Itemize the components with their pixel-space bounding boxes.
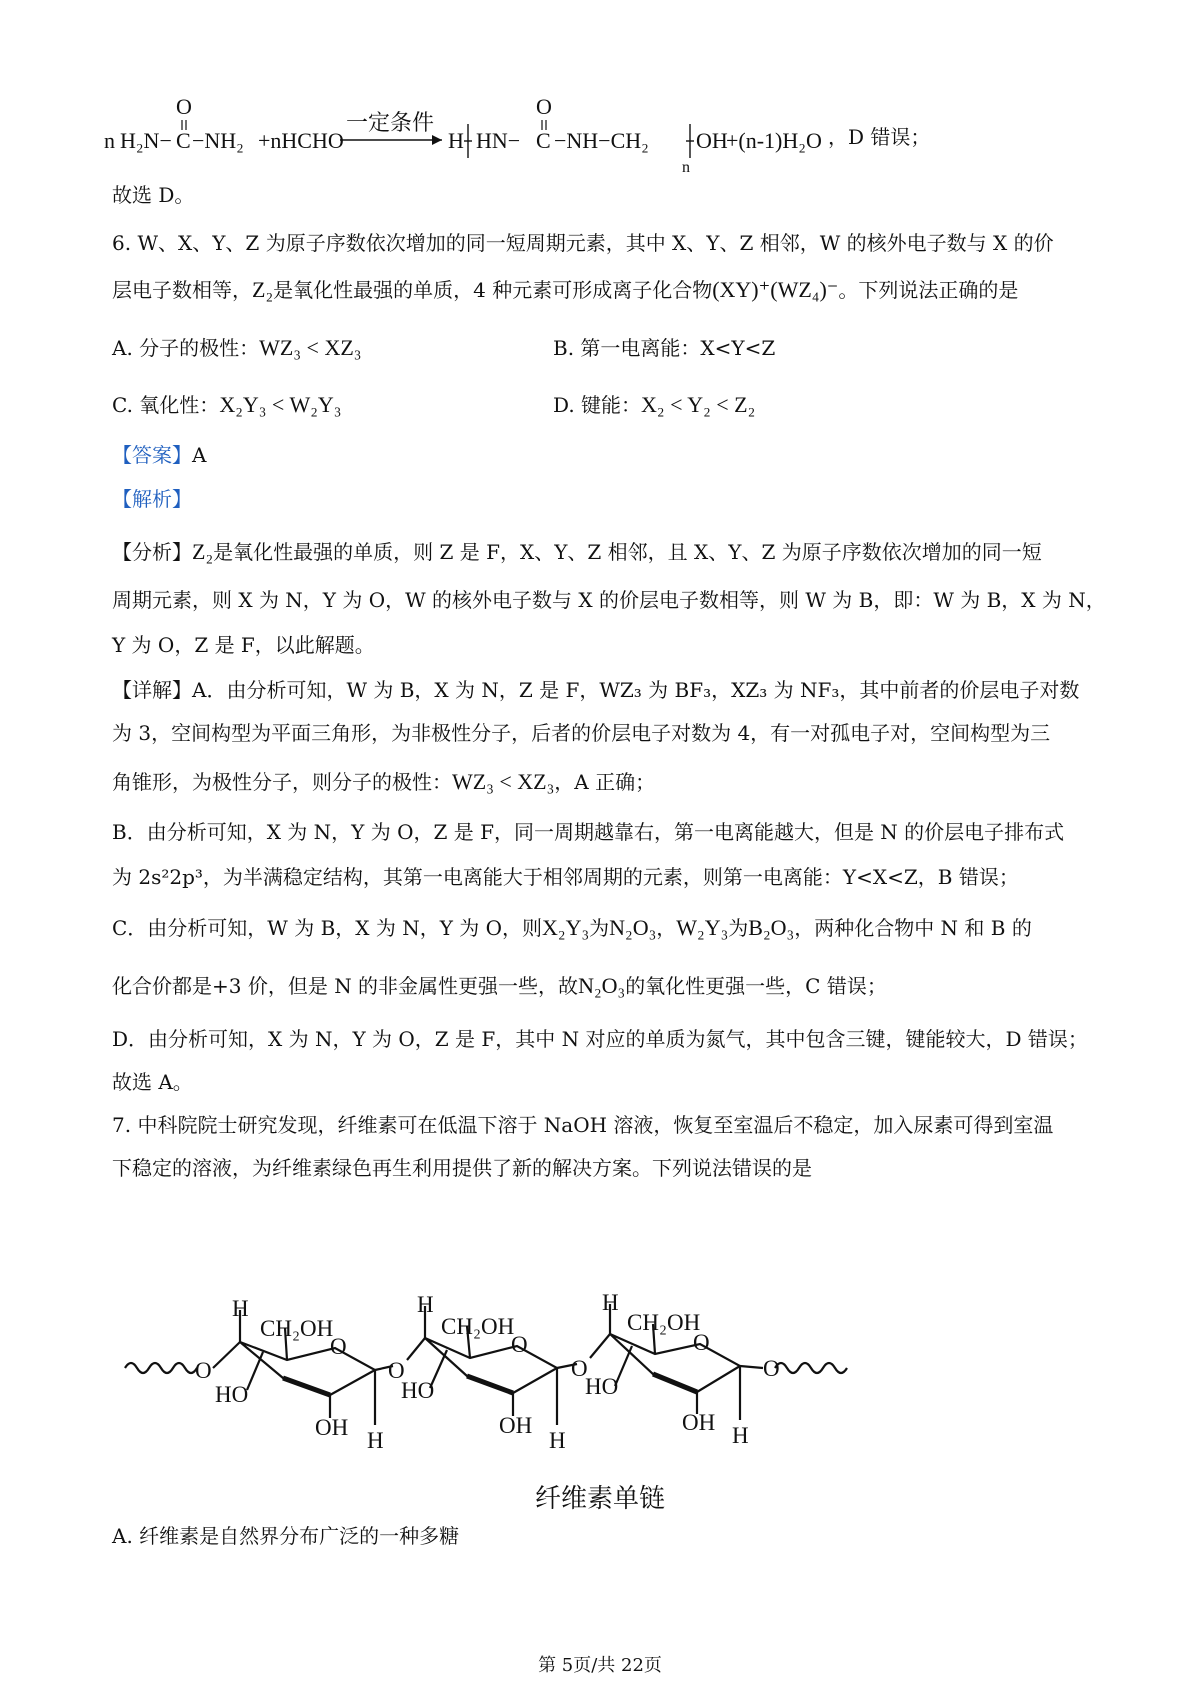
h-label: H — [232, 1296, 249, 1321]
h-label: H — [549, 1428, 566, 1453]
eq-carbonyl-o: O — [176, 94, 192, 119]
wavy-chain-right — [775, 1363, 847, 1373]
eq-product-h: H — [448, 128, 464, 153]
ring-o-label: O — [330, 1334, 347, 1359]
analysis-tag: 【解析】 — [112, 487, 192, 511]
wavy-chain-left — [125, 1363, 197, 1373]
detail-c-line-1: C．由分析可知，W 为 B，X 为 N，Y 为 O，则X₂Y₃为N₂O₃，W₂Y₃为B₂O₃，两种化合物中 N 和 B 的 — [112, 915, 1032, 940]
option-d: D. 键能：X₂ < Y₂ < Z₂ — [553, 392, 756, 417]
ho-label: HO — [215, 1382, 249, 1407]
eq-urea-left: H₂N− — [120, 128, 172, 153]
eq-tail: ，D 错误； — [828, 125, 931, 149]
option-b: B. 第一电离能：X<Y<Z — [553, 336, 776, 360]
h-label: H — [602, 1290, 619, 1315]
oh-label: OH — [682, 1410, 716, 1435]
question-7-line-1: 7. 中科院院士研究发现，纤维素可在低温下溶于 NaOH 溶液，恢复至室温后不稳定，加入尿素可得到室温 — [112, 1113, 1054, 1137]
eq-subscript-n: n — [682, 159, 690, 176]
question-6-line-2: 层电子数相等，Z₂是氧化性最强的单质，4 种元素可形成离子化合物(XY)⁺(WZ₄)⁻。下列说法正确的是 — [112, 277, 1019, 302]
bridge-o-label: O — [388, 1358, 405, 1383]
ho-label: HO — [585, 1374, 619, 1399]
detail-c-line-2: 化合价都是+3 价，但是 N 的非金属性更强一些，故N₂O₃的氧化性更强一些，C 错误； — [112, 973, 887, 998]
question-6-line-1: 6. W、X、Y、Z 为原子序数依次增加的同一短周期元素，其中 X、Y、Z 相邻，W 的核外电子数与 X 的价 — [112, 231, 1054, 255]
page-footer: 第 5页/共 22页 — [538, 1655, 662, 1676]
eq-water: +(n-1)H₂O — [726, 128, 822, 153]
question-7-option-a: A. 纤维素是自然界分布广泛的一种多糖 — [112, 1524, 460, 1548]
ring-o-label: O — [511, 1332, 528, 1357]
eq-product-mid1: HN− — [476, 128, 521, 153]
eq-coef: n — [104, 128, 115, 153]
formula: Z₂ — [252, 277, 274, 302]
detail-b-line-1: B．由分析可知，X 为 N，Y 为 O，Z 是 F，同一周期越靠右，第一电离能越大，但是 N 的价层电子排布式 — [112, 820, 1065, 844]
text-line: 故选 D。 — [112, 183, 195, 207]
eq-plus-reagent: +nHCHO — [258, 128, 344, 153]
option-c: C. 氧化性：X₂Y₃ < W₂Y₃ — [112, 392, 342, 417]
reaction-equation — [104, 94, 1112, 180]
ch2oh-label: CH₂OH — [441, 1314, 515, 1339]
ho-label: HO — [401, 1378, 435, 1403]
detail-a-line-1: 【详解】A．由分析可知，W 为 B，X 为 N，Z 是 F，WZ₃ 为 BF₃，XZ₃ 为 NF₃，其中前者的价层电子对数 — [112, 678, 1080, 702]
detail-b-line-2: 为 2s²2p³，为半满稳定结构，其第一电离能大于相邻周期的元素，则第一电离能：Y<X<Z，B 错误； — [112, 865, 1019, 889]
detail-d-line: D．由分析可知，X 为 N，Y 为 O，Z 是 F，其中 N 对应的单质为氮气，其中包含三键，键能较大，D 错误； — [112, 1027, 1088, 1051]
bridge-o-label: O — [571, 1356, 588, 1381]
analysis-line-1: 【分析】Z₂是氧化性最强的单质，则 Z 是 F，X、Y、Z 相邻，且 X、Y、Z 为原子序数依次增加的同一短 — [112, 539, 1042, 564]
question-7-line-2: 下稳定的溶液，为纤维素绿色再生利用提供了新的解决方案。下列说法错误的是 — [112, 1156, 812, 1180]
analysis-line-3: Y 为 O，Z 是 F，以此解题。 — [112, 633, 375, 657]
eq-product-o: O — [536, 94, 552, 119]
oh-label: OH — [315, 1415, 349, 1440]
detail-a-line-2: 为 3，空间构型为平面三角形，为非极性分子，后者的价层电子对数为 4，有一对孤电子对，空间构型为三 — [112, 721, 1051, 745]
h-label: H — [367, 1428, 384, 1453]
cellulose-structure-figure — [125, 1290, 945, 1500]
eq-product-oh: OH — [696, 128, 728, 153]
ring-o-label: O — [693, 1330, 710, 1355]
analysis-line-2: 周期元素，则 X 为 N，Y 为 O，W 的核外电子数与 X 的价层电子数相等，则 W 为 B，即：W 为 B，X 为 N， — [112, 588, 1106, 612]
option-a: A. 分子的极性：WZ₃ < XZ₃ — [112, 335, 362, 360]
figure-caption: 纤维素单链 — [534, 1484, 665, 1514]
ring-o-label: O — [195, 1358, 212, 1383]
eq-urea-right: −NH₂ — [192, 128, 244, 153]
answer-tag: 【答案】 — [112, 443, 192, 467]
eq-condition: 一定条件 — [346, 110, 435, 135]
ch2oh-label: CH₂OH — [260, 1316, 334, 1341]
answer-line: 【答案】A — [112, 443, 207, 467]
eq-carbonyl-c: C — [176, 128, 191, 153]
h-label: H — [417, 1292, 434, 1317]
eq-product-mid2: −NH−CH₂ — [554, 128, 649, 153]
detail-a-line-3: 角锥形，为极性分子，则分子的极性：WZ₃ < XZ₃，A 正确； — [112, 769, 656, 794]
h-label: H — [732, 1423, 749, 1448]
eq-product-c: C — [536, 128, 551, 153]
oh-label: OH — [499, 1413, 533, 1438]
conclusion-line: 故选 A。 — [112, 1070, 193, 1094]
terminal-o-label: O — [763, 1356, 780, 1381]
ch2oh-label: CH₂OH — [627, 1310, 701, 1335]
formula: (XY)⁺(WZ₄)⁻ — [712, 277, 839, 302]
